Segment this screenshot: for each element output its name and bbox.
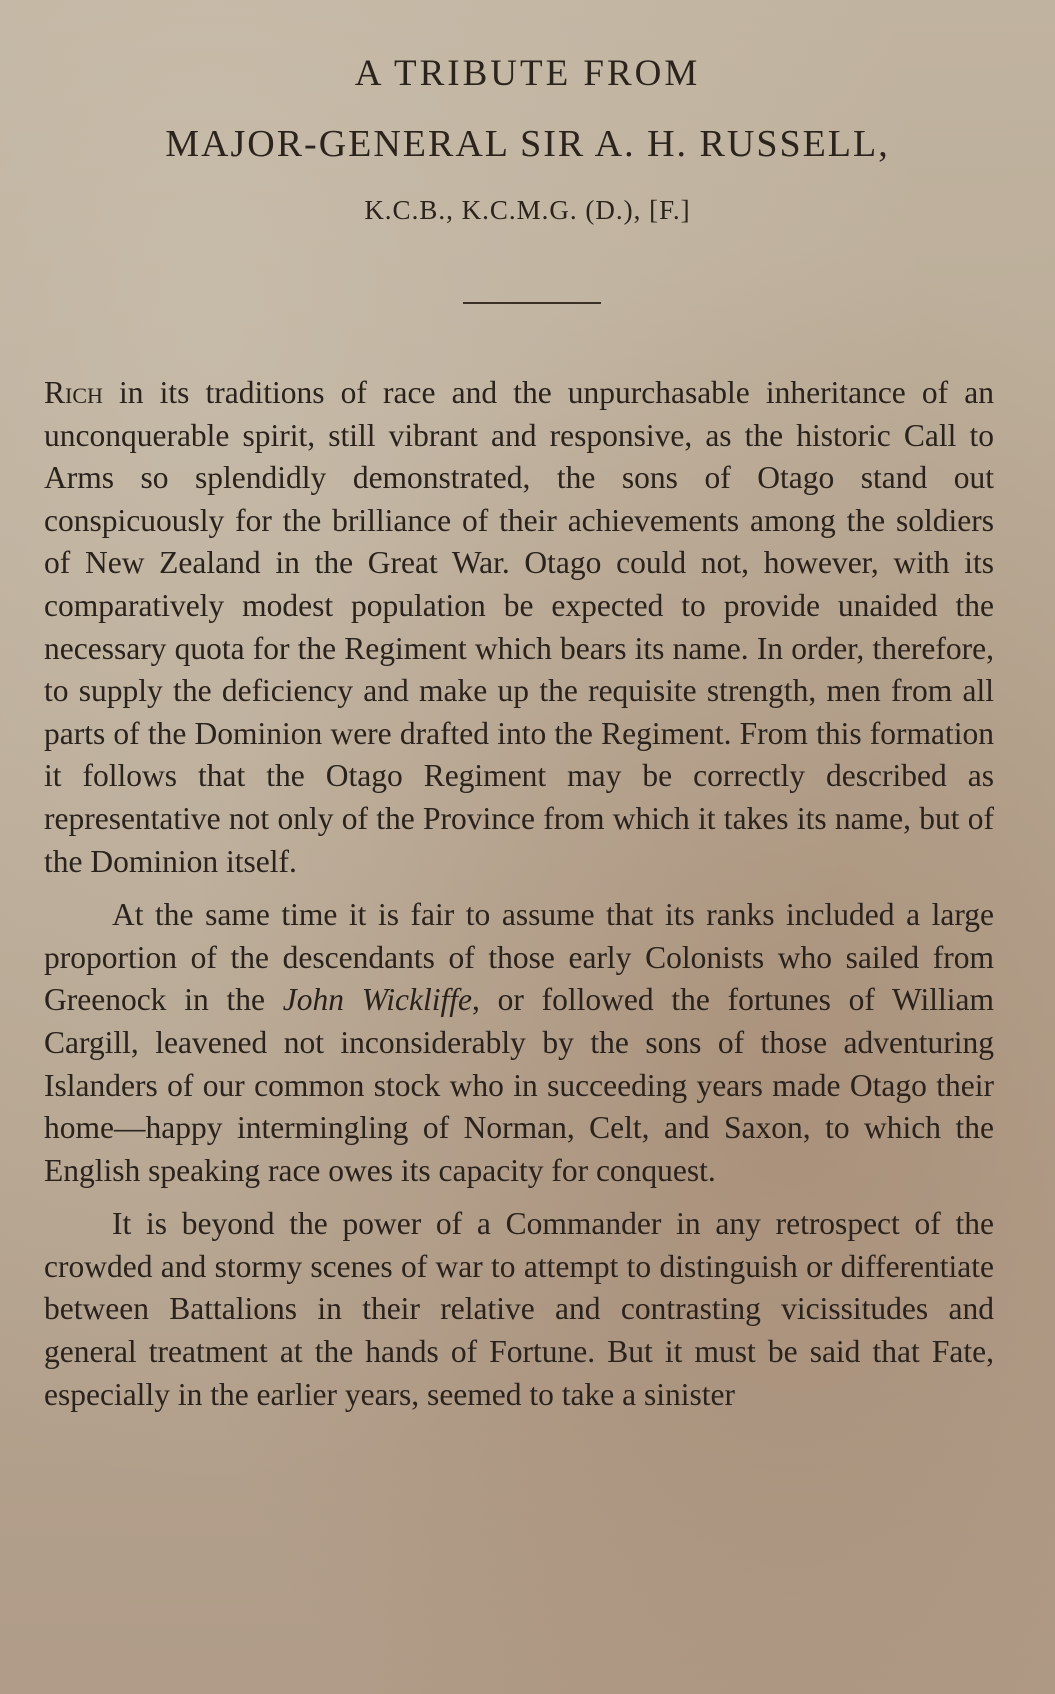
paragraph-3-text: It is beyond the power of a Commander in any retrospect of the crowded and stormy scenes of war to attempt to distinguish or differentiate between Battalions in their relative and contrasting vicissitudes and general treatment at the hands of Fortune. But it must be said that Fate, especially in the earlier years, seemed to take a sinister: [44, 1206, 994, 1412]
title-line-1: A TRIBUTE FROM: [354, 53, 701, 94]
paragraph-2: [44, 894, 994, 1192]
honours-line: K.C.B., K.C.M.G. (D.), [F.]: [364, 195, 691, 225]
title-line-2: MAJOR-GENERAL SIR A. H. RUSSELL,: [165, 123, 890, 165]
section-divider: [463, 302, 601, 304]
tribute-body: [44, 372, 994, 1427]
ship-name: John Wickliffe: [282, 982, 472, 1018]
paragraph-1-text: in its traditions of race and the unpurchasable inheritance of an unconquerable spirit, still vibrant and responsive, as the historic Call to Arms so splendidly demonstrated, the sons of Otago stand out conspicuously for the brilliance of their achievements among the soldiers of New Zealand in the Great War. Otago could not, however, with its comparatively modest population be expected to provide unaided the necessary quota for the Regiment which bears its name. In order, therefore, to supply the deficiency and make up the requisite strength, men from all parts of the Dominion were drafted into the Regiment. From this formation it follows that the Otago Regiment may be correctly described as representative not only of the Province from which it takes its name, but of the Dominion itself.: [44, 375, 994, 879]
paragraph-2-text-b: , or followed the fortunes of William Cargill, leavened not inconsiderably by the sons of those adventuring Islanders of our common stock who in succeeding years made Otago their home—happy intermingling of Norman, Celt, and Saxon, to which the English speaking race owes its capacity for conquest.: [44, 982, 995, 1188]
paragraph-1: [44, 372, 994, 883]
paragraph-3: [44, 1203, 994, 1416]
drop-lead-word: Rich: [44, 375, 103, 410]
paragraph-2-text-a: At the same time it is fair to assume that its ranks included a large proportion of the descendants of those early Colonists who sailed from Greenock in the: [44, 897, 994, 1018]
